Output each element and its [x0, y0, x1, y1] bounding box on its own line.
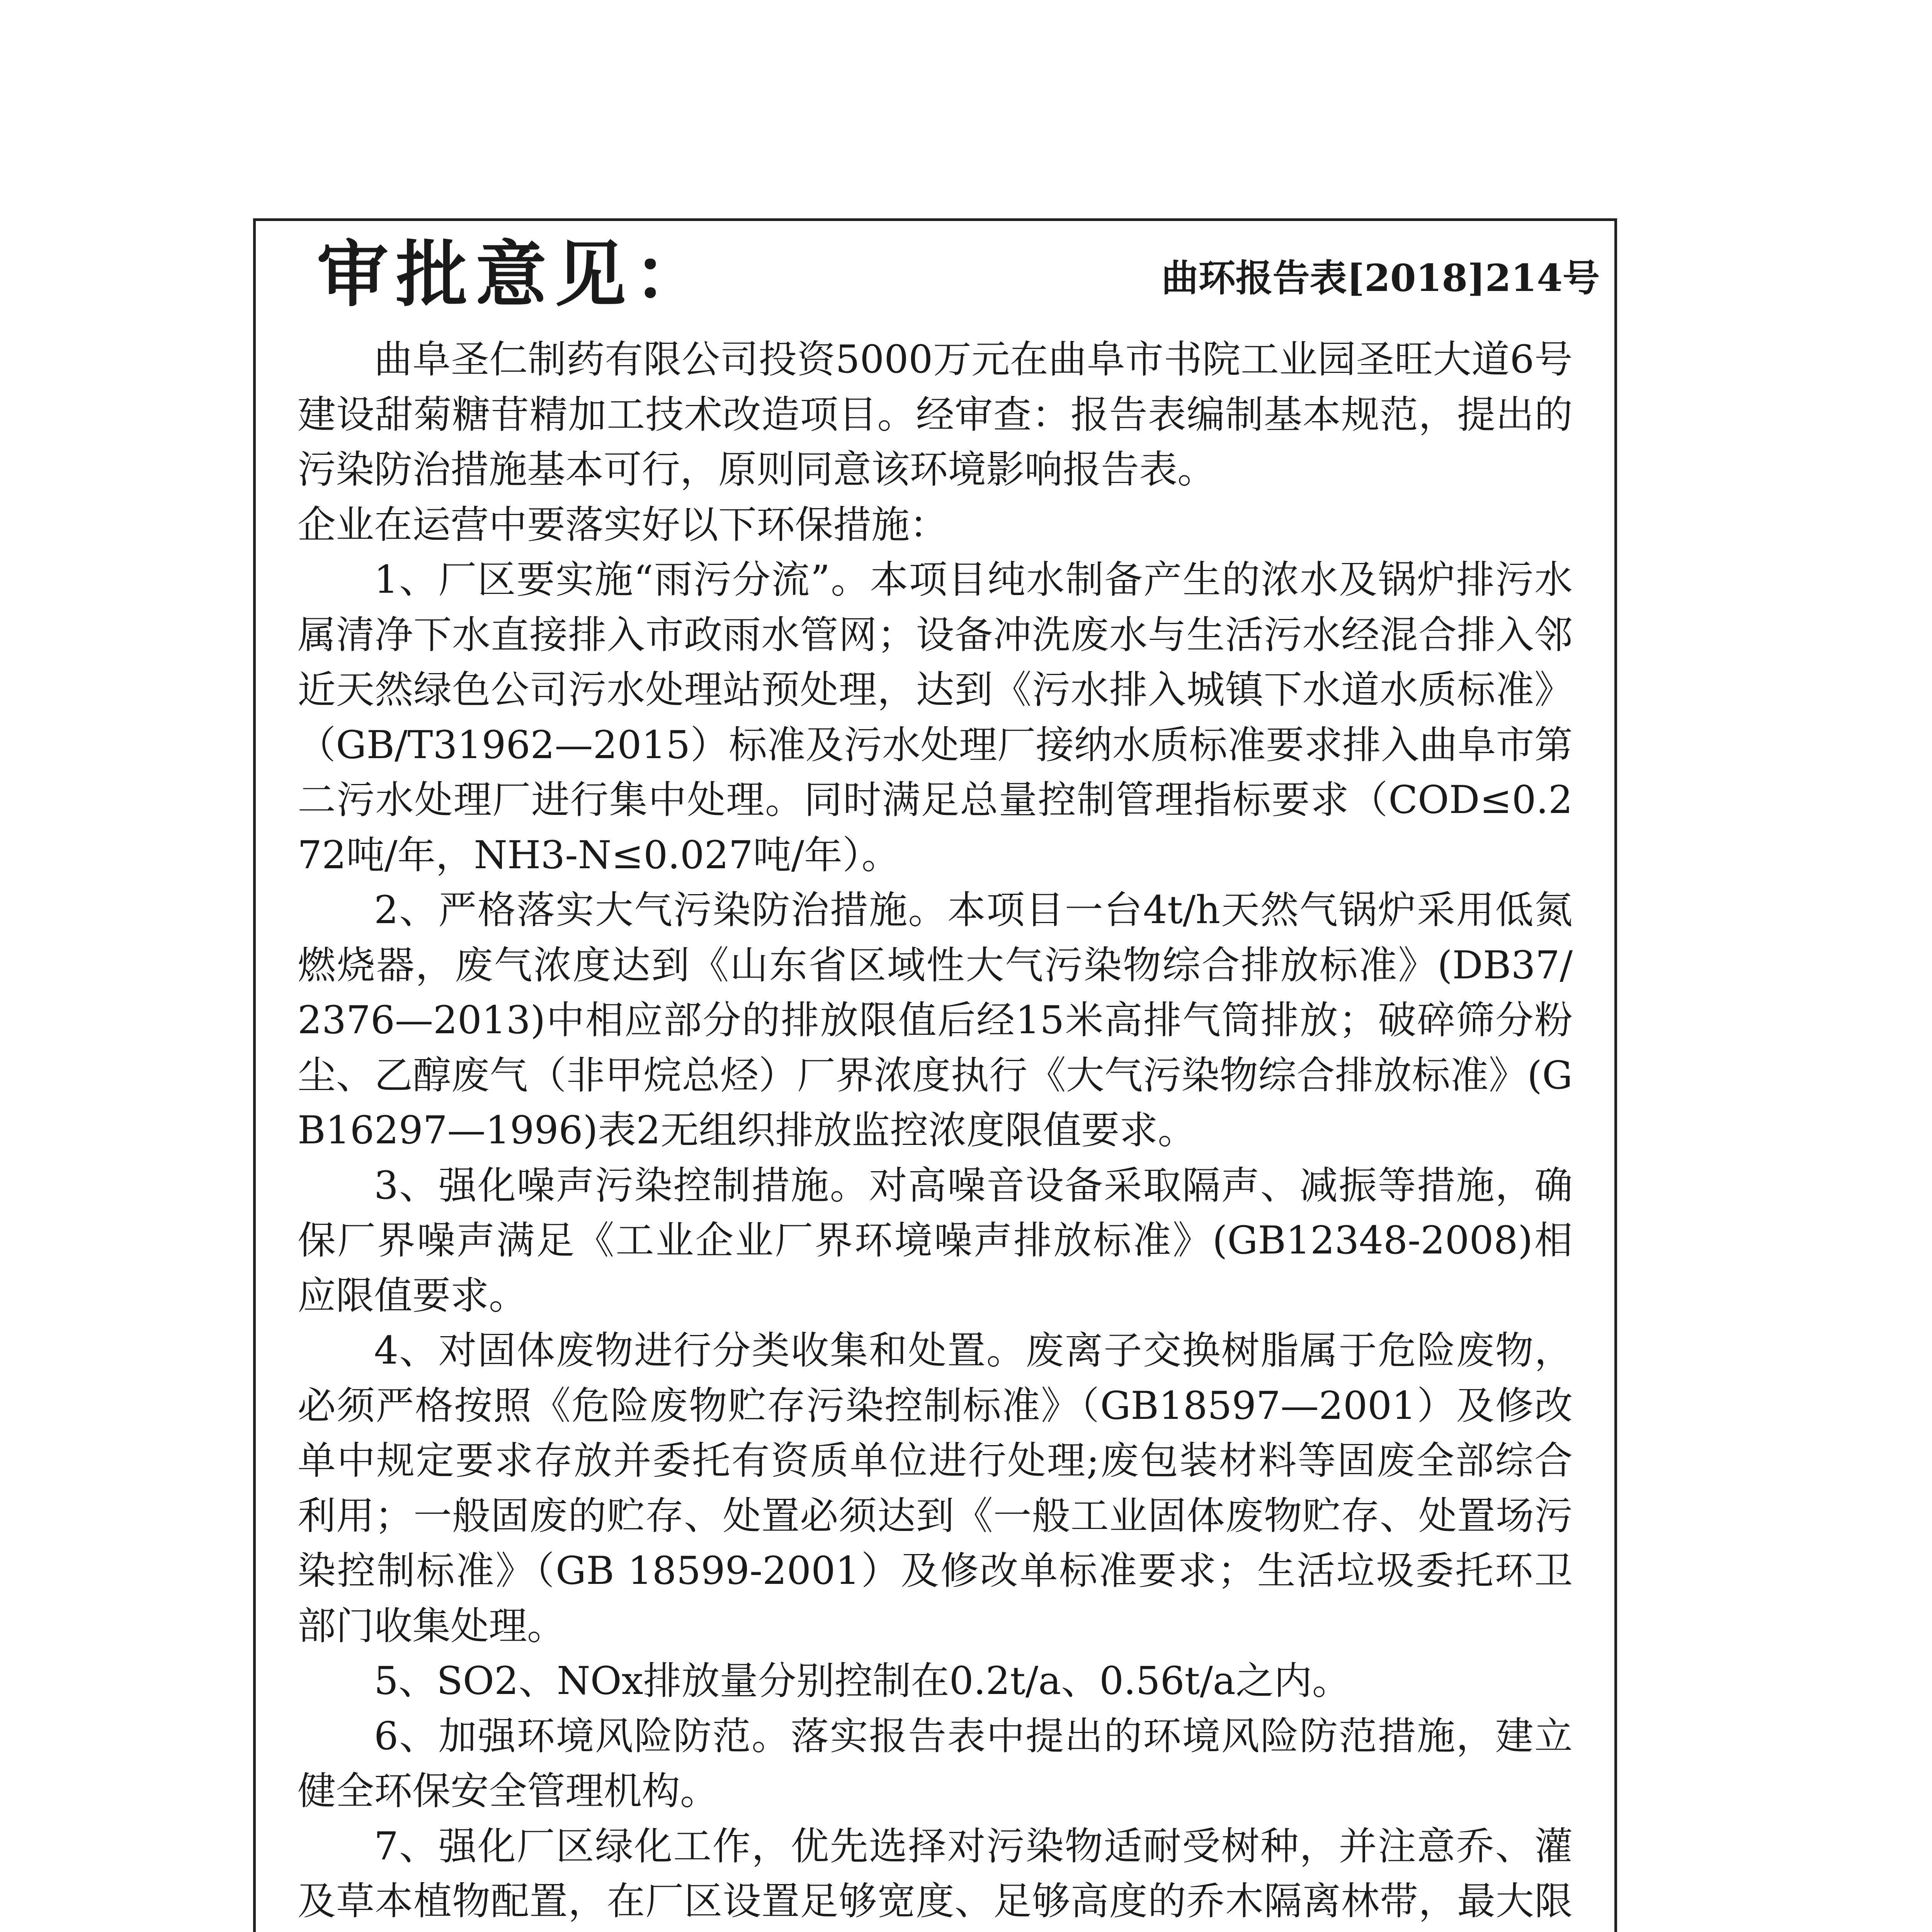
intro-continuation: 企业在运营中要落实好以下环保措施： — [298, 502, 948, 547]
measure-item-2: 2、严格落实大气污染防治措施。本项目一台4t/h天然气锅炉采用低氮燃烧器，废气浓度达到《山东省区域性大气污染物综合排放标准》(DB37/ 2376—2013)中相应部分的排放限值后经15米高排气筒排放；破碎筛分粉尘、乙醇废气（非甲烷总烃）厂界浓度执行《大气污染物综合排放标准》(GB16297—1996)表2无组织排放监控浓度限值要求。 — [298, 888, 1573, 1153]
page-title: 审批意见： — [317, 232, 713, 316]
measure-item-6: 6、加强环境风险防范。落实报告表中提出的环境风险防范措施，建立健全环保安全管理机构。 — [298, 1714, 1573, 1813]
document-number: 曲环报告表[2018]214号 — [1161, 256, 1600, 300]
approval-body — [298, 332, 1573, 1932]
measure-item-7: 7、强化厂区绿化工作，优先选择对污染物适耐受树种，并注意乔、灌及草本植物配置，在厂区设置足够宽度、足够高度的乔木隔离林带，最大限 — [298, 1824, 1573, 1923]
intro-paragraph: 曲阜圣仁制药有限公司投资5000万元在曲阜市书院工业园圣旺大道6号建设甜菊糖苷精加工技术改造项目。经审查：报告表编制基本规范，提出的污染防治措施基本可行，原则同意该环境影响报告表。 — [298, 337, 1573, 492]
measure-item-5: 5、SO2、NOx排放量分别控制在0.2t/a、0.56t/a之内。 — [374, 1659, 1350, 1703]
measure-item-1: 1、厂区要实施“雨污分流”。本项目纯水制备产生的浓水及锅炉排污水属清净下水直接排入市政雨水管网；设备冲洗废水与生活污水经混合排入邻近天然绿色公司污水处理站预处理，达到《污水排入城镇下水道水质标准》（GB/T31962—2015）标准及污水处理厂接纳水质标准要求排入曲阜市第二污水处理厂进行集中处理。同时满足总量控制管理指标要求（COD≤0.272吨/年，NH3-N≤0.027吨/年）。 — [298, 558, 1573, 878]
measure-item-3: 3、强化噪声污染控制措施。对高噪音设备采取隔声、减振等措施，确保厂界噪声满足《工业企业厂界环境噪声排放标准》(GB12348-2008)相应限值要求。 — [298, 1163, 1573, 1318]
measure-item-4: 4、对固体废物进行分类收集和处置。废离子交换树脂属于危险废物，必须严格按照《危险废物贮存污染控制标准》（GB18597—2001）及修改单中规定要求存放并委托有资质单位进行处理;废包装材料等固废全部综合利用；一般固废的贮存、处置必须达到《一般工业固体废物贮存、处置场污染控制标准》（GB 18599-2001）及修改单标准要求；生活垃圾委托环卫部门收集处理。 — [298, 1328, 1573, 1648]
